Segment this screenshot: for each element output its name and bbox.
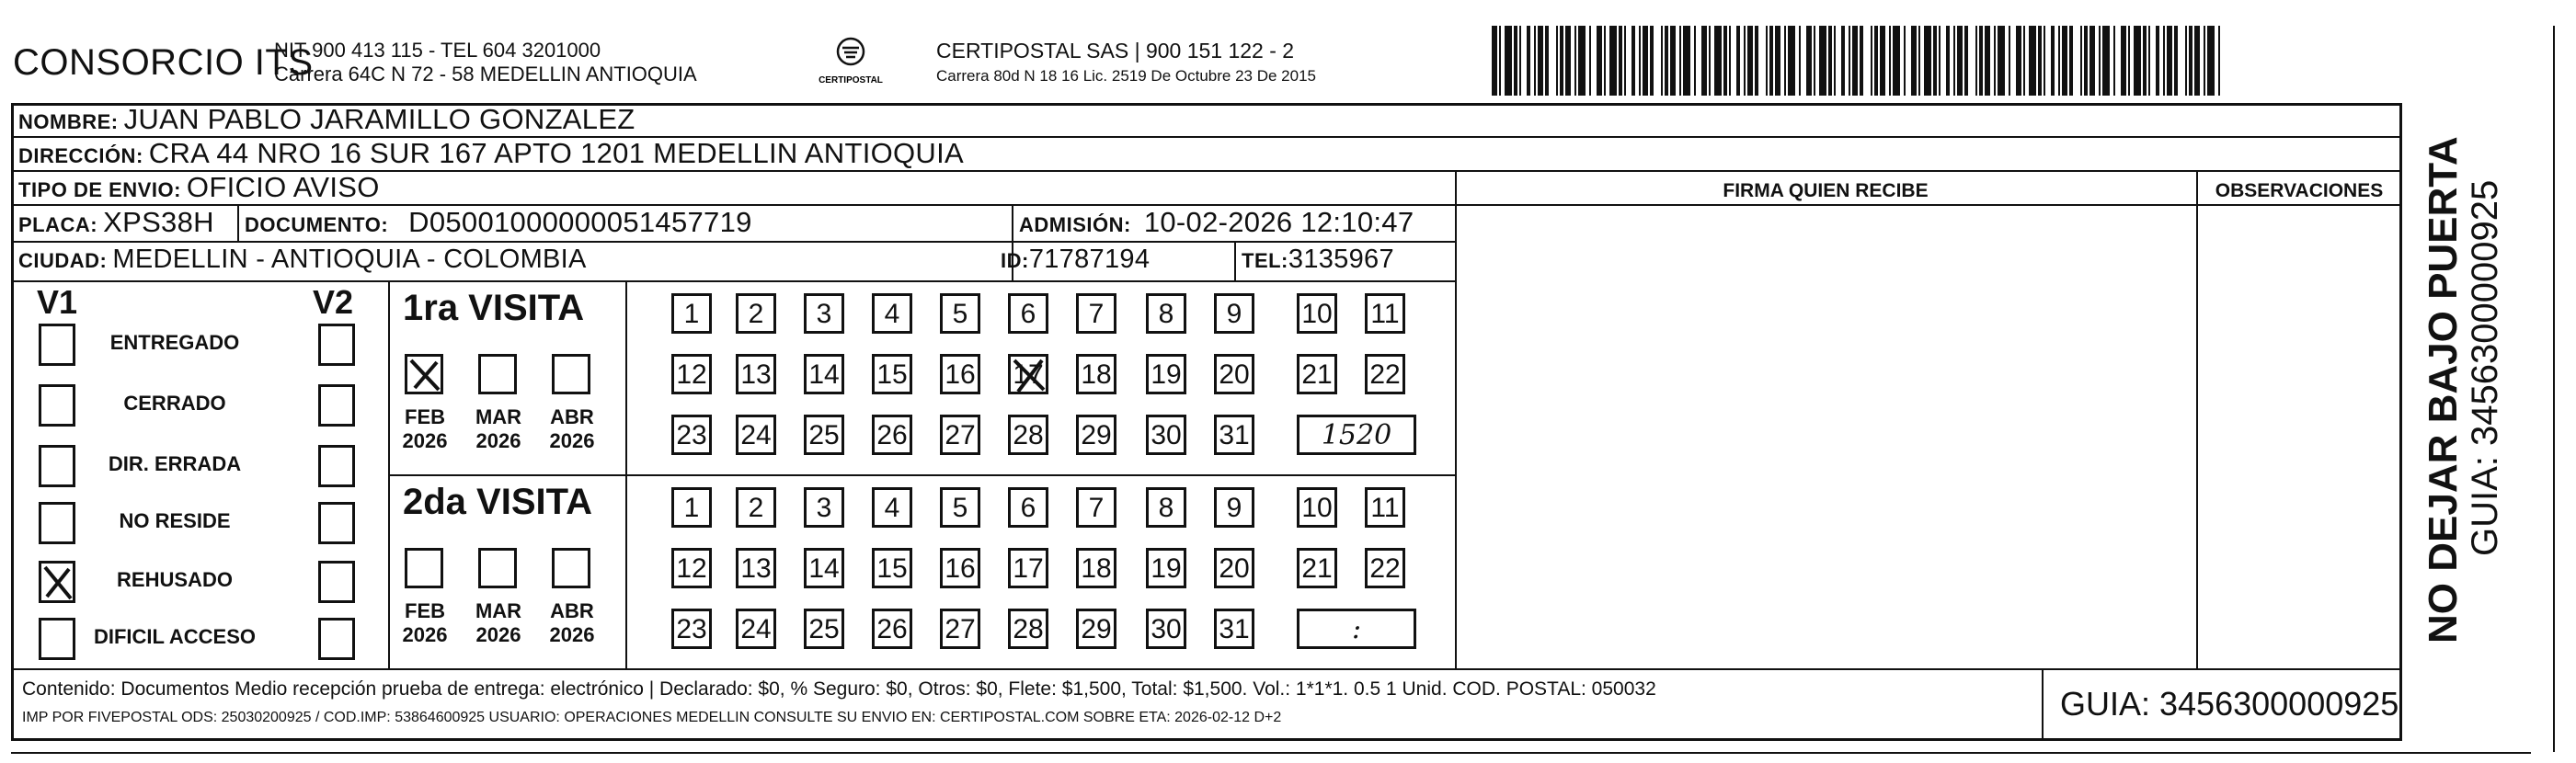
day-box[interactable]: 4 (872, 487, 912, 528)
day-box[interactable]: 1 (671, 293, 712, 334)
plate-value: XPS38H (103, 206, 214, 238)
barcode-bar (1852, 26, 1858, 96)
barcode-bar (2121, 26, 2126, 96)
month-label: FEB 2026 (402, 599, 448, 646)
day-box[interactable]: 24 (736, 415, 776, 455)
barcode-bar (1604, 26, 1606, 96)
barcode-bar (1998, 26, 2005, 96)
barcode-bar (2156, 26, 2159, 96)
barcode-bar (2069, 26, 2073, 96)
barcode-bar (1747, 26, 1753, 96)
side-guia: GUIA: 3456300000925 (2465, 179, 2505, 556)
recipient-name: JUAN PABLO JARAMILLO GONZALEZ (123, 103, 635, 135)
day-box[interactable]: 22 (1365, 548, 1405, 588)
operator-address: Carrera 80d N 18 16 Lic. 2519 De Octubre 23 De 2015 (936, 67, 1316, 85)
city-label: CIUDAD: (18, 249, 108, 272)
scan-edge-line (11, 752, 2531, 754)
barcode-bar (1849, 26, 1850, 96)
barcode-bar (1527, 26, 1530, 96)
barcode-bar (1624, 26, 1626, 96)
day-box[interactable]: 1 (671, 487, 712, 528)
barcode-bar (1957, 26, 1963, 96)
barcode-bar (2148, 26, 2150, 96)
day-box[interactable]: 15 (872, 354, 912, 394)
barcode-bar (1769, 26, 1773, 96)
barcode-bar (1534, 26, 1536, 96)
id-label: ID: (1001, 249, 1029, 272)
barcode-bar (1766, 26, 1768, 96)
barcode-bar (2029, 26, 2036, 96)
barcode-bar (2167, 26, 2172, 96)
barcode-bar (2062, 26, 2067, 96)
day-box[interactable]: 11 (1365, 487, 1405, 528)
month-label: FEB 2026 (402, 405, 448, 452)
shipment-type: OFICIO AVISO (186, 171, 380, 203)
barcode-bar (1933, 26, 1937, 96)
barcode-bar (1736, 26, 1740, 96)
barcode-bar (1964, 26, 1968, 96)
barcode-bar (2038, 26, 2042, 96)
status-label: NO RESIDE (119, 509, 231, 532)
company-address: Carrera 64C N 72 - 58 MEDELLIN ANTIOQUIA (274, 63, 697, 85)
barcode-bar (1574, 26, 1576, 96)
day-box[interactable]: 31 (1214, 609, 1254, 649)
status-label: CERRADO (123, 392, 226, 415)
barcode-bar (1670, 26, 1676, 96)
status-label: DIR. ERRADA (108, 452, 242, 475)
visit-title: 2da VISITA (403, 482, 592, 522)
barcode-bar (1939, 26, 1941, 96)
day-box[interactable]: 23 (671, 415, 712, 455)
day-box[interactable]: 2 (736, 487, 776, 528)
day-box[interactable]: 19 (1146, 354, 1186, 394)
barcode-bar (1799, 26, 1801, 96)
day-box[interactable]: 16 (940, 354, 980, 394)
day-box[interactable]: 9 (1214, 487, 1254, 528)
barcode-bar (1911, 26, 1917, 96)
footer-guia: GUIA: 3456300000925 (2060, 685, 2399, 723)
v2-checkbox[interactable] (318, 618, 355, 660)
city-value: MEDELLIN - ANTIOQUIA - COLOMBIA (112, 245, 587, 274)
v2-checkbox[interactable] (318, 324, 355, 366)
day-mark-icon (1011, 357, 1048, 393)
barcode-bar (1784, 26, 1786, 96)
barcode-bar (1597, 26, 1602, 96)
barcode-bar (2089, 26, 2095, 96)
day-box[interactable]: 30 (1146, 609, 1186, 649)
day-box[interactable]: 17 (1008, 548, 1048, 588)
barcode-bar (1946, 26, 1950, 96)
barcode-bar (2084, 26, 2088, 96)
day-box[interactable]: 25 (804, 609, 844, 649)
month-label: MAR 2026 (475, 599, 522, 646)
day-box[interactable]: 3 (804, 293, 844, 334)
barcode-bar (1975, 26, 1977, 96)
barcode-bar (1953, 26, 1955, 96)
barcode-bar (1519, 26, 1521, 96)
day-box[interactable]: 24 (736, 609, 776, 649)
day-box[interactable]: 26 (872, 609, 912, 649)
v2-checkbox[interactable] (318, 384, 355, 427)
barcode-bar (2044, 26, 2045, 96)
month-checkbox[interactable] (405, 548, 443, 588)
month-checkbox[interactable] (552, 548, 590, 588)
day-box[interactable]: 30 (1146, 415, 1186, 455)
barcode-bar (1683, 26, 1690, 96)
barcode-bar (1871, 26, 1872, 96)
day-box[interactable]: 7 (1076, 487, 1116, 528)
barcode-bar (1538, 26, 1543, 96)
barcode-bar (1650, 26, 1654, 96)
v2-checkbox[interactable] (318, 561, 355, 603)
barcode-bar (1578, 26, 1586, 96)
day-number: 17 (1013, 359, 1044, 390)
barcode-bar (1985, 26, 1990, 96)
time-box[interactable]: 1520 (1297, 415, 1416, 455)
barcode-bar (2194, 26, 2200, 96)
barcode-bar (1775, 26, 1780, 96)
barcode-bar (1639, 26, 1641, 96)
plate-row (18, 206, 214, 239)
day-box[interactable]: 28 (1008, 415, 1048, 455)
day-box[interactable]: 8 (1146, 293, 1186, 334)
month-checkbox[interactable] (405, 354, 443, 394)
day-box[interactable]: 22 (1365, 354, 1405, 394)
name-row (18, 103, 635, 136)
barcode-bar (1924, 26, 1931, 96)
day-box[interactable]: 12 (671, 354, 712, 394)
day-box[interactable]: 20 (1214, 354, 1254, 394)
barcode-bar (1505, 26, 1512, 96)
barcode-bar (1701, 26, 1707, 96)
name-label: NOMBRE: (18, 110, 119, 133)
barcode-bar (1643, 26, 1648, 96)
id-row (1001, 245, 1150, 275)
v2-header: V2 (313, 283, 354, 321)
barcode-bar (1709, 26, 1711, 96)
day-box[interactable]: 13 (736, 354, 776, 394)
day-box[interactable]: 9 (1214, 293, 1254, 334)
address-row (18, 137, 964, 170)
barcode-bar (1918, 26, 1920, 96)
barcode-bar (1694, 26, 1696, 96)
month-label: MAR 2026 (475, 405, 522, 452)
barcode-bar (1814, 26, 1815, 96)
barcode-bar (1723, 26, 1727, 96)
company-nit: NIT 900 413 115 - TEL 604 3201000 (274, 39, 601, 62)
v2-checkbox[interactable] (318, 445, 355, 487)
day-box[interactable]: 8 (1146, 487, 1186, 528)
barcode-bar (1556, 26, 1558, 96)
day-box[interactable]: 27 (940, 415, 980, 455)
day-box[interactable]: 15 (872, 548, 912, 588)
day-box[interactable]: 12 (671, 548, 712, 588)
tel-row (1242, 245, 1394, 275)
barcode-bar (2128, 26, 2130, 96)
barcode-bar (2023, 26, 2025, 96)
type-row (18, 171, 380, 204)
document-row (245, 206, 752, 239)
side-warning: NO DEJAR BAJO PUERTA (2421, 136, 2466, 643)
day-box[interactable] (1008, 354, 1048, 394)
barcode-bar (1788, 26, 1795, 96)
signature-header: FIRMA QUIEN RECIBE (1723, 180, 1929, 201)
barcode-bar (1589, 26, 1591, 96)
document-label: DOCUMENTO: (245, 213, 389, 236)
day-box[interactable]: 21 (1297, 354, 1337, 394)
footer-print-info: IMP POR FIVEPOSTAL ODS: 25030200925 / COD.IMP: 53864600925 USUARIO: OPERACIONES MEDELLIN CONSULTE SU ENVIO EN: CERTIPOSTAL.COM SOBRE ETA: 2026-02-12 D+2 (22, 710, 1282, 725)
day-box[interactable]: 19 (1146, 548, 1186, 588)
status-label: DIFICIL ACCESO (93, 625, 256, 648)
time-box[interactable]: : (1297, 609, 1416, 649)
city-row (18, 245, 587, 275)
barcode-bar (2051, 26, 2055, 96)
barcode-bar (2099, 26, 2101, 96)
barcode-bar (2058, 26, 2060, 96)
barcode-bar (2207, 26, 2215, 96)
day-box[interactable]: 14 (804, 548, 844, 588)
tel-value: 3135967 (1288, 245, 1394, 274)
day-box[interactable]: 27 (940, 609, 980, 649)
logo-caption: CERTIPOSTAL (819, 75, 883, 85)
barcode-bar (2080, 26, 2082, 96)
month-checkbox[interactable] (478, 548, 517, 588)
address-label: DIRECCIÓN: (18, 144, 143, 167)
barcode-bar (1679, 26, 1681, 96)
id-value: 71787194 (1028, 245, 1151, 274)
day-box[interactable]: 31 (1214, 415, 1254, 455)
barcode-bar (1819, 26, 1826, 96)
barcode-bar (2134, 26, 2141, 96)
day-box[interactable]: 28 (1008, 609, 1048, 649)
barcode-bar (1880, 26, 1885, 96)
barcode-bar (1560, 26, 1563, 96)
document-value: D05001000000051457719 (408, 206, 752, 238)
barcode-bar (2163, 26, 2165, 96)
day-box[interactable]: 3 (804, 487, 844, 528)
day-box[interactable]: 23 (671, 609, 712, 649)
barcode-bar (2009, 26, 2010, 96)
barcode-bar (1841, 26, 1845, 96)
barcode-bar (1889, 26, 1891, 96)
month-checkbox[interactable] (478, 354, 517, 394)
barcode-bar (1755, 26, 1758, 96)
barcode (1492, 26, 2224, 96)
barcode-bar (1714, 26, 1722, 96)
barcode-bar (1729, 26, 1731, 96)
plate-label: PLACA: (18, 213, 98, 236)
barcode-bar (1860, 26, 1863, 96)
barcode-bar (2185, 26, 2187, 96)
day-box[interactable]: 29 (1076, 609, 1116, 649)
operator-name: CERTIPOSTAL SAS | 900 151 122 - 2 (936, 39, 1295, 63)
day-box[interactable]: 5 (940, 487, 980, 528)
day-box[interactable]: 14 (804, 354, 844, 394)
barcode-bar (1609, 26, 1617, 96)
type-label: TIPO DE ENVIO: (18, 178, 181, 201)
company-name: CONSORCIO ITS (13, 42, 314, 83)
day-box[interactable]: 21 (1297, 548, 1337, 588)
v2-checkbox[interactable] (318, 502, 355, 544)
check-mark-icon (407, 357, 442, 393)
day-box[interactable]: 18 (1076, 548, 1116, 588)
tel-label: TEL: (1242, 249, 1288, 272)
day-box[interactable]: 29 (1076, 415, 1116, 455)
barcode-bar (1619, 26, 1622, 96)
barcode-bar (1874, 26, 1878, 96)
barcode-bar (2016, 26, 2021, 96)
status-label: ENTREGADO (109, 331, 240, 354)
barcode-bar (1665, 26, 1668, 96)
barcode-bar (2204, 26, 2205, 96)
barcode-bar (1893, 26, 1900, 96)
barcode-bar (1545, 26, 1549, 96)
certipostal-logo (809, 35, 892, 90)
footer-content: Contenido: Documentos Medio recepción prueba de entrega: electrónico | Declarado: $0, % Seguro: $0, Otros: $0, Flete: $1,500, Total: $1,500. Vol.: 1*1*1. 0.5 1 Unid. COD. POSTAL: 050032 (22, 678, 1656, 700)
day-box[interactable]: 13 (736, 548, 776, 588)
barcode-bar (1661, 26, 1663, 96)
day-box[interactable]: 5 (940, 293, 980, 334)
recipient-address: CRA 44 NRO 16 SUR 167 APTO 1201 MEDELLIN ANTIOQUIA (148, 137, 965, 169)
barcode-bar (1806, 26, 1812, 96)
scan-edge-line-vertical (2553, 26, 2555, 752)
barcode-bar (1514, 26, 1517, 96)
barcode-bar (1631, 26, 1635, 96)
barcode-bar (2143, 26, 2147, 96)
barcode-bar (1904, 26, 1906, 96)
month-checkbox[interactable] (552, 354, 590, 394)
day-box[interactable]: 6 (1008, 487, 1048, 528)
visit-title: 1ra VISITA (403, 288, 585, 328)
barcode-bar (2174, 26, 2178, 96)
day-box[interactable]: 26 (872, 415, 912, 455)
day-box[interactable]: 10 (1297, 487, 1337, 528)
admission-label: ADMISIÓN: (1019, 213, 1131, 236)
barcode-bar (2102, 26, 2110, 96)
day-box[interactable]: 20 (1214, 548, 1254, 588)
day-box[interactable]: 4 (872, 293, 912, 334)
barcode-bar (2189, 26, 2192, 96)
barcode-bar (1744, 26, 1746, 96)
month-label: ABR 2026 (549, 599, 595, 646)
observations-header: OBSERVACIONES (2215, 180, 2384, 201)
v1-header: V1 (37, 283, 78, 321)
barcode-bar (1492, 26, 1497, 96)
admission-row (1019, 206, 1414, 239)
status-label: REHUSADO (117, 568, 233, 591)
day-box[interactable]: 18 (1076, 354, 1116, 394)
barcode-bar (1499, 26, 1501, 96)
month-label: ABR 2026 (549, 405, 595, 452)
day-box[interactable]: 2 (736, 293, 776, 334)
admission-value: 10-02-2026 12:10:47 (1143, 206, 1414, 238)
barcode-bar (1828, 26, 1832, 96)
barcode-bar (2113, 26, 2115, 96)
day-box[interactable]: 11 (1365, 293, 1405, 334)
barcode-bar (1979, 26, 1983, 96)
day-box[interactable]: 6 (1008, 293, 1048, 334)
day-box[interactable]: 16 (940, 548, 980, 588)
barcode-bar (2218, 26, 2220, 96)
day-box[interactable]: 25 (804, 415, 844, 455)
day-box[interactable]: 7 (1076, 293, 1116, 334)
barcode-bar (1994, 26, 1996, 96)
barcode-bar (1565, 26, 1571, 96)
barcode-bar (1834, 26, 1836, 96)
day-box[interactable]: 10 (1297, 293, 1337, 334)
